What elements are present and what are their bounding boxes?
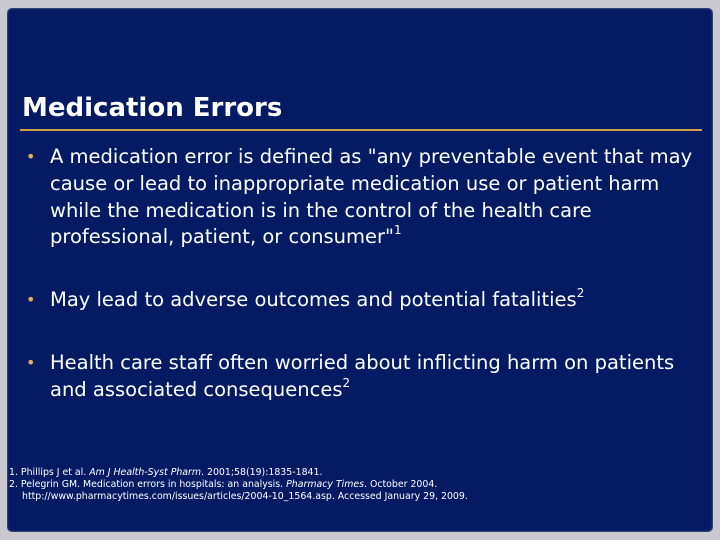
bullet-text: A medication error is defined as "any preventable event that may cause or lead to inappropriate medication use or patient harm while the medication is in the control of the health care professional, patient, or consumer"	[50, 145, 693, 249]
bullet-item	[26, 350, 696, 404]
references	[9, 467, 699, 503]
journal-title: Am J Health-Syst Pharm	[89, 467, 202, 478]
reference-item	[9, 479, 699, 491]
bullet-text: Health care staff often worried about inflicting harm on patients and associated consequences	[50, 350, 675, 401]
bullet-item	[26, 144, 696, 251]
journal-title: Pharmacy Times	[286, 479, 364, 490]
bullet-icon: •	[26, 290, 36, 310]
bullet-item	[26, 287, 696, 314]
bullet-icon: •	[26, 147, 36, 166]
reference-text: 2. Pelegrin GM. Medication errors in hospitals: an analysis.	[9, 479, 287, 490]
reference-item	[9, 467, 699, 479]
footnote-marker: 2	[576, 286, 585, 301]
bullet-list	[26, 144, 696, 404]
footnote-marker: 1	[394, 223, 402, 238]
reference-text: . October 2004.	[364, 479, 438, 490]
title-underline	[20, 129, 702, 131]
reference-text: 1. Phillips J et al.	[9, 467, 90, 478]
bullet-icon: •	[26, 352, 36, 372]
bullet-text: May lead to adverse outcomes and potential fatalities	[50, 288, 577, 312]
slide-title: Medication Errors	[22, 93, 283, 123]
footnote-marker: 2	[342, 375, 351, 390]
slide	[7, 8, 713, 532]
reference-text: . 2001;58(19):1835-1841.	[201, 467, 323, 478]
reference-url: http://www.pharmacytimes.com/issues/articles/2004-10_1564.asp. Accessed January 29, 2009.	[22, 491, 468, 502]
